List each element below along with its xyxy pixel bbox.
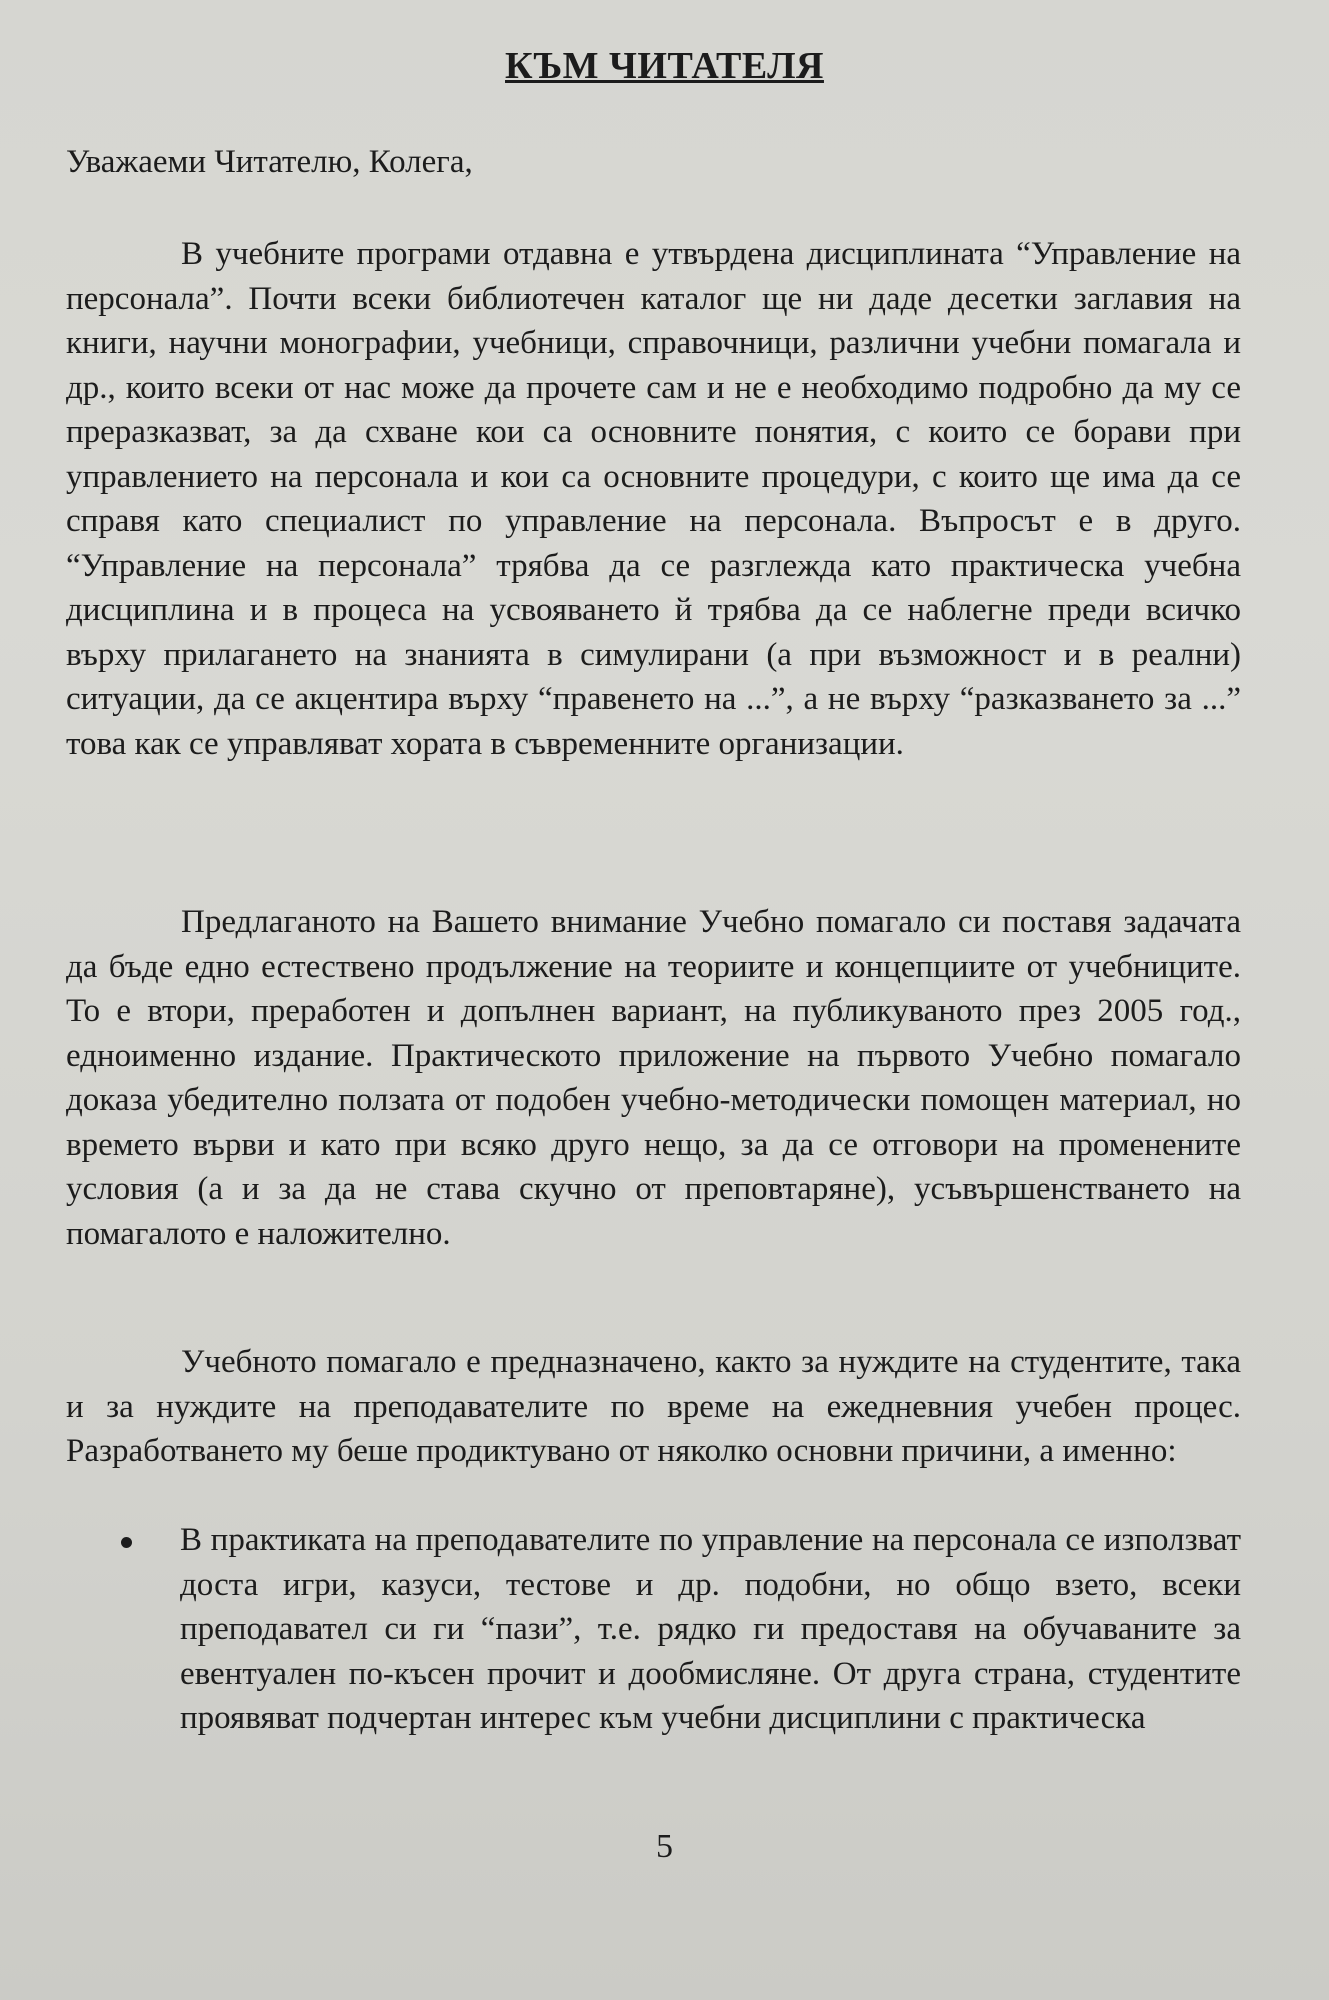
bullet-dot-icon <box>121 1537 132 1548</box>
paragraph-3: Учебното помагало е предназначено, както за нуждите на студентите, така и за нуждите на преподавателите по време на ежедневния учебен процес. Разработването му беше продиктувано от няколко основни причини, а именно: <box>66 1344 1241 1469</box>
greeting: Уважаеми Читателю, Колега, <box>66 144 473 180</box>
page-title: КЪМ ЧИТАТЕЛЯ <box>505 45 824 87</box>
paragraph-1: В учебните програми отдавна е утвърдена дисциплината “Управление на персонала”. Почти всеки библиотечен каталог ще ни даде десетки заглавия на книги, научни монографии, учебници, справочници, различни учебни помагала и др., които всеки от нас може да прочете сам и не е необходимо подробно да му се преразказват, за да схване кои са основните понятия, с които се борави при управлението на персонала и кои са основните процедури, с които ще има да се справя като специалист по управление на персонала. Въпросът е в друго. “Управление на персонала” трябва да се разглежда като практическа учебна дисциплина и в процеса на усвояването й трябва да се наблегне преди всичко върху прилагането на знанията в симулирани (а при възможност и в реални) ситуации, да се акцентира върху “правенето на ...”, а не върху “разказването за ...” това как се управляват хората в съвременните организации. <box>66 236 1241 762</box>
page-number: 5 <box>656 1828 673 1865</box>
bullet-list <box>66 1518 1241 1741</box>
bullet-item-text: В практиката на преподавателите по управление на персонала се използват доста игри, казуси, тестове и др. подобни, но общо взето, всеки преподавател си ги “пази”, т.е. рядко ги предоставя на обучаваните за евентуален по-късен прочит и дообмисляне. От друга страна, студентите проявяват подчертан интерес към учебни дисциплини с практическа <box>180 1522 1241 1736</box>
bullet-item-1 <box>66 1518 1241 1741</box>
paragraph-2: Предлаганото на Вашето внимание Учебно помагало си поставя задачата да бъде едно естествено продължение на теориите и концепциите от учебниците. То е втори, преработен и допълнен вариант, на публикуваното през 2005 год., едноименно издание. Практическото приложение на първото Учебно помагало доказа убедително ползата от подобен учебно-методически помощен материал, но времето върви и като при всяко друго нещо, за да се отговори на променените условия (а и за да не става скучно от преповтаряне), усъвършенстването на помагалото е наложително. <box>66 904 1241 1252</box>
